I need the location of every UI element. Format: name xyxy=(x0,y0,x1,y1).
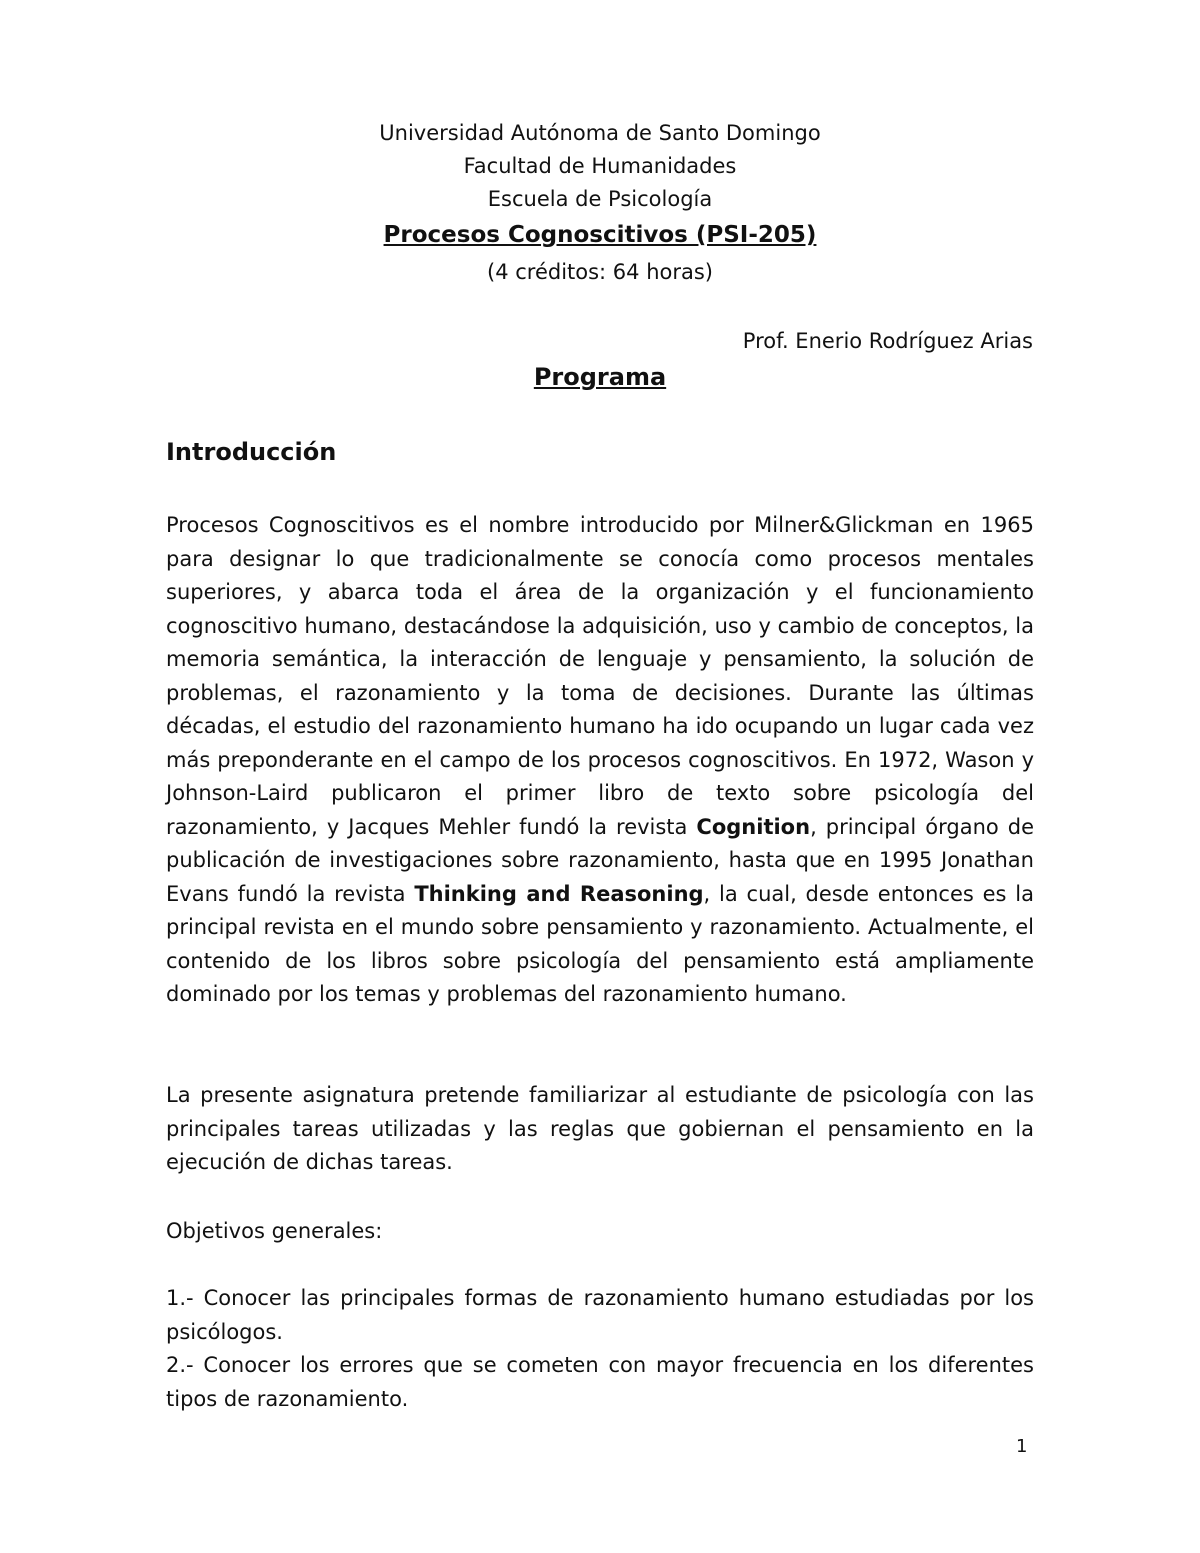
paragraph-text: , la cual, desde entonces es la principal revista en el mundo sobre pensamiento y razonamiento. Actualmente, el contenido de los libros sobre psicología del pensamiento está ampliamente dominado por los temas y problemas del razonamiento humano. xyxy=(166,881,1034,1006)
objective-item-1: 1.- Conocer las principales formas de razonamiento humano estudiadas por los psicólogos. xyxy=(166,1286,1034,1344)
program-heading: Programa xyxy=(533,363,667,391)
school-name: Escuela de Psicología xyxy=(487,187,713,211)
introduction-heading: Introducción xyxy=(166,438,337,466)
introduction-paragraph-1 xyxy=(166,509,1034,1012)
introduction-paragraph-2: La presente asignatura pretende familiarizar al estudiante de psicología con las principales tareas utilizadas y las reglas que gobiernan el pensamiento en la ejecución de dichas tareas. xyxy=(166,1083,1034,1174)
journal-name-cognition: Cognition xyxy=(696,814,811,839)
paragraph-text: , principal órgano de publicación de investigaciones sobre razonamiento, hasta que en 1995 Jonathan Evans fundó la revista xyxy=(166,814,1034,906)
course-title: Procesos Cognoscitivos (PSI-205) xyxy=(383,222,817,248)
paragraph-text: Procesos Cognoscitivos es el nombre introducido por Milner&Glickman en 1965 para designar lo que tradicionalmente se conocía como procesos mentales superiores, y abarca toda el área de la organización y el funcionamiento cognoscitivo humano, destacándose la adquisición, uso y cambio de conceptos, la memoria semántica, la interacción de lenguaje y pensamiento, la solución de problemas, el razonamiento y la toma de decisiones. Durante las últimas décadas, el estudio del razonamiento humano ha ido ocupando un lugar cada vez más preponderante en el campo de los procesos cognoscitivos. En 1972, Wason y Johnson-Laird publicaron el primer libro de texto sobre psicología del razonamiento, y Jacques Mehler fundó la revista xyxy=(166,513,1034,839)
objectives-heading: Objetivos generales: xyxy=(166,1219,383,1243)
page-number: 1 xyxy=(1016,1436,1028,1457)
journal-name-thinking-reasoning: Thinking and Reasoning xyxy=(414,881,704,906)
objective-item-2: 2.- Conocer los errores que se cometen con mayor frecuencia en los diferentes tipos de razonamiento. xyxy=(166,1353,1034,1411)
faculty-name: Facultad de Humanidades xyxy=(463,154,737,178)
course-credits: (4 créditos: 64 horas) xyxy=(487,260,713,284)
university-name: Universidad Autónoma de Santo Domingo xyxy=(379,121,821,145)
professor-name: Prof. Enerio Rodríguez Arias xyxy=(742,329,1033,353)
